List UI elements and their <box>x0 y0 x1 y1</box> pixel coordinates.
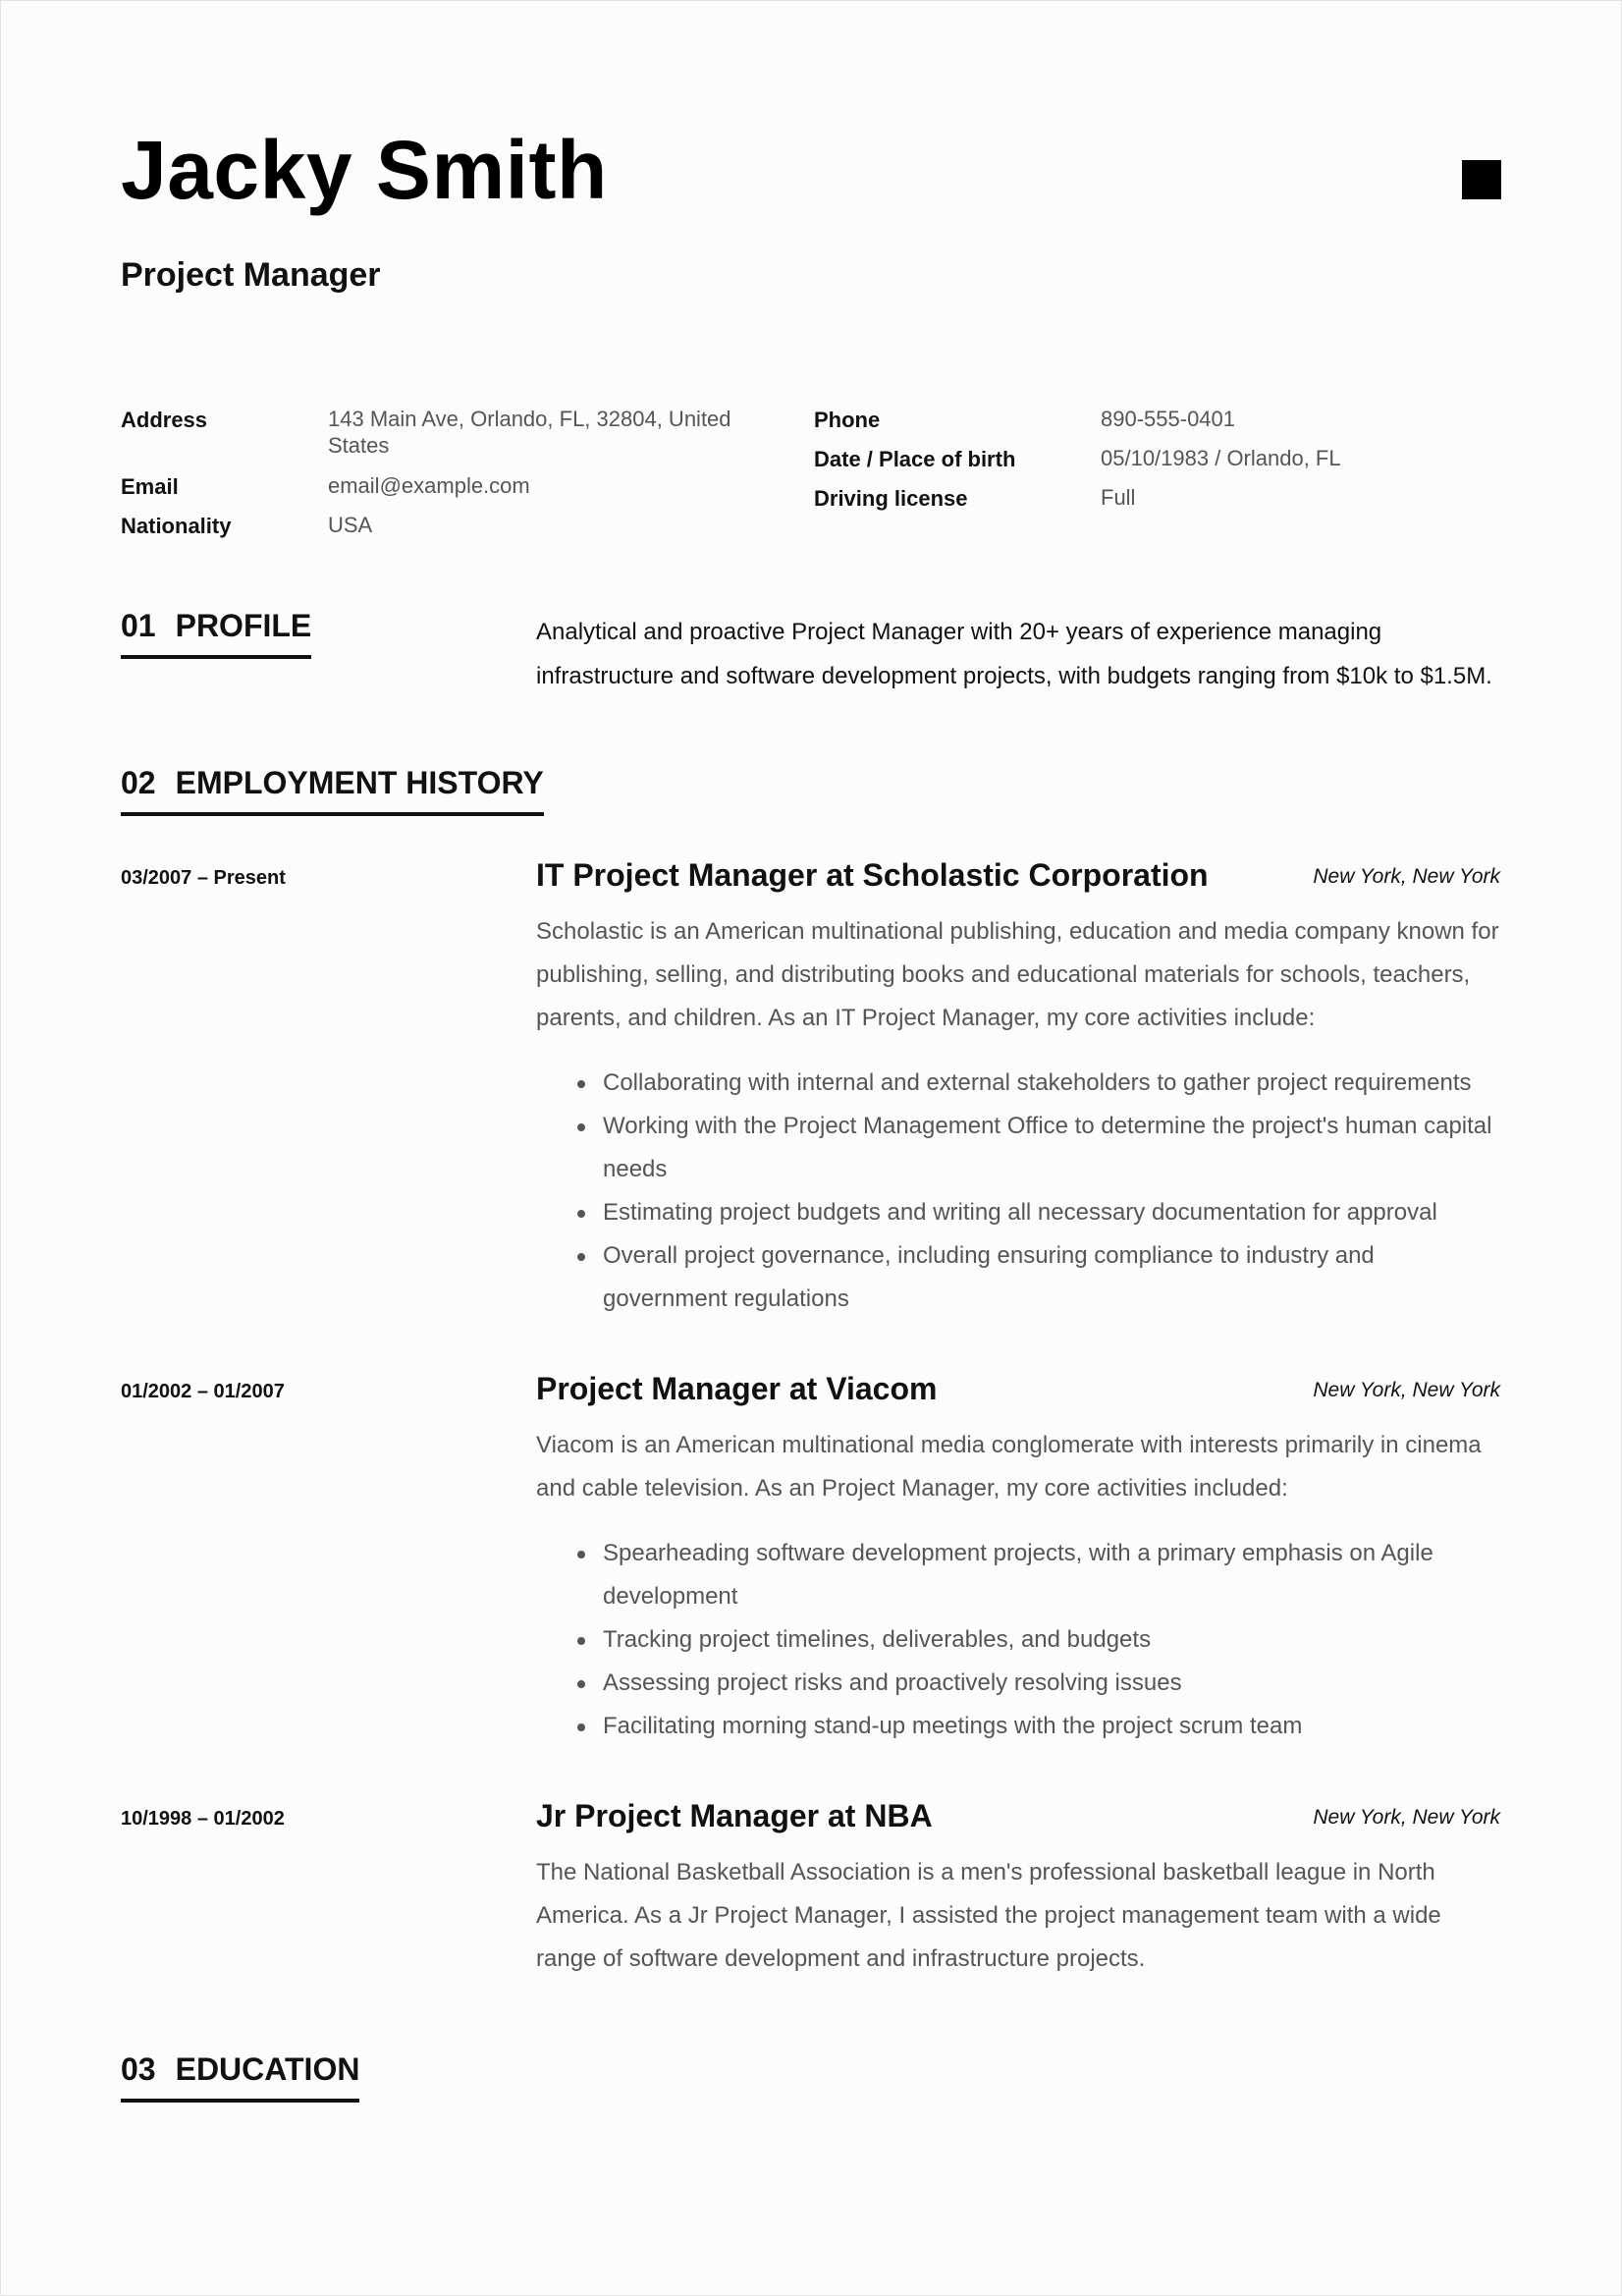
email-value: email@example.com <box>328 473 530 498</box>
job-title: IT Project Manager at Scholastic Corporation <box>536 857 1209 893</box>
job-entry <box>536 1373 1500 1748</box>
list-item: Collaborating with internal and external stakeholders to gather project requirements <box>536 1062 1500 1105</box>
section-heading-education <box>121 2053 359 2103</box>
section-number: 03 <box>121 2051 156 2087</box>
section-number: 01 <box>121 608 156 643</box>
section-title: EDUCATION <box>175 2051 360 2087</box>
job-date: 03/2007 – Present <box>121 867 286 889</box>
list-item: Assessing project risks and proactively resolving issues <box>536 1662 1500 1705</box>
square-icon <box>1462 160 1501 199</box>
section-heading-profile <box>121 610 311 659</box>
birth-value: 05/10/1983 / Orlando, FL <box>1101 446 1341 470</box>
nationality-label: Nationality <box>121 514 232 538</box>
job-location: New York, New York <box>1313 865 1500 888</box>
profile-summary: Analytical and proactive Project Manager with 20+ years of experience managing infrastructure and software development projects, with budgets ranging from $10k to $1.5M. <box>536 619 1492 689</box>
list-item: Working with the Project Management Office to determine the project's human capital needs <box>536 1105 1500 1191</box>
address-label: Address <box>121 408 208 432</box>
job-description: Viacom is an American multinational media conglomerate with interests primarily in cinema and cable television. As an Project Manager, my core activities included: <box>536 1432 1482 1502</box>
section-title: PROFILE <box>175 608 312 643</box>
job-entry <box>536 1800 1500 1981</box>
candidate-role: Project Manager <box>121 256 381 294</box>
job-title: Jr Project Manager at NBA <box>536 1798 933 1833</box>
phone-label: Phone <box>814 408 881 432</box>
job-description: Scholastic is an American multinational publishing, education and media company known for publishing, selling, and distributing books and educational materials for schools, teachers, parents, and children. As an IT Project Manager, my core activities include: <box>536 918 1499 1031</box>
job-date: 10/1998 – 01/2002 <box>121 1808 285 1830</box>
list-item: Spearheading software development projects, with a primary emphasis on Agile development <box>536 1532 1500 1618</box>
job-bullets <box>536 1062 1500 1321</box>
job-date: 01/2002 – 01/2007 <box>121 1381 285 1402</box>
address-value: 143 Main Ave, Orlando, FL, 32804, United States <box>328 407 731 458</box>
job-description: The National Basketball Association is a men's professional basketball league in North America. As a Jr Project Manager, I assisted the project management team with a wide range of software development and infrastructure projects. <box>536 1859 1441 1972</box>
list-item: Tracking project timelines, deliverables, and budgets <box>536 1618 1500 1662</box>
job-title: Project Manager at Viacom <box>536 1371 938 1406</box>
nationality-value: USA <box>328 513 373 537</box>
section-title: EMPLOYMENT HISTORY <box>175 765 544 800</box>
job-bullets <box>536 1532 1500 1748</box>
list-item: Facilitating morning stand-up meetings with the project scrum team <box>536 1705 1500 1748</box>
list-item: Overall project governance, including ensuring compliance to industry and government regulations <box>536 1234 1500 1321</box>
personal-details <box>1 406 1622 553</box>
job-location: New York, New York <box>1313 1379 1500 1401</box>
license-value: Full <box>1101 485 1136 510</box>
section-number: 02 <box>121 765 156 800</box>
license-label: Driving license <box>814 486 968 511</box>
candidate-name: Jacky Smith <box>121 124 608 216</box>
section-heading-employment <box>121 767 544 816</box>
email-label: Email <box>121 474 179 499</box>
job-location: New York, New York <box>1313 1806 1500 1829</box>
phone-value: 890-555-0401 <box>1101 407 1236 431</box>
birth-label: Date / Place of birth <box>814 447 1016 471</box>
list-item: Estimating project budgets and writing all necessary documentation for approval <box>536 1191 1500 1234</box>
job-entry <box>536 859 1500 1321</box>
